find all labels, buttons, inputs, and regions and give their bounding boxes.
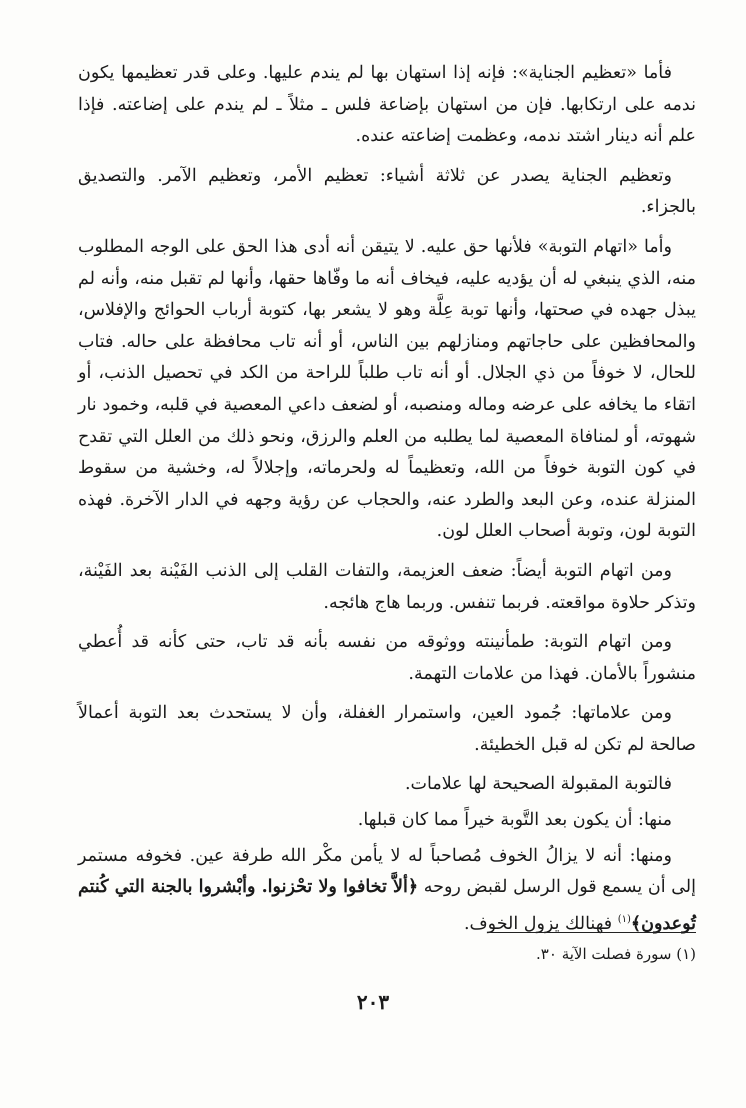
paragraph-weak-resolve: ومن اتهام التوبة أيضاً: ضعف العزيمة، والتفات القلب إلى الذنب الفَيْنة بعد الفَيْنة، وتذكر حلاوة مواقعته. فربما تنفس. وربما هاج هائجه. — [78, 560, 696, 613]
paragraph-first-sign: منها: أن يكون بعد التَّوبة خيراً مما كان قبلها. — [357, 810, 672, 831]
paragraph-accepted-repentance: فالتوبة المقبولة الصحيحة لها علامات. — [404, 774, 672, 795]
fear-text-after: فهنالك يزول الخوف. — [463, 913, 618, 934]
paragraph-suspecting-repentance: وأما «اتهام التوبة» فلأنها حق عليه. لا يتيقن أنه أدى هذا الحق على الوجه المطلوب منه، الذي ينبغي له أن يؤديه عليه، فيخاف أنه ما وفّاها حقها، وأنها لم تقبل منه، وأنه لم يبذل جهده في صحتها، وأنها توبة عِلَّة وهو لا يشعر بها، كتوبة أرباب الحوائج والإفلاس، والمحافظين على حاجاتهم ومنازلهم بين الناس، أو أنه تاب محافظة على حاله. فتاب للحال، لا خوفاً من ذي الجلال. أو أنه تاب طلباً للراحة من الكد في تحصيل الذنب، أو اتقاء ما يخافه على عرضه وماله ومنصبه، أو لضعف داعي المعصية في قلبه، وخمود نار شهوته، أو لمنافاة المعصية لما يطلبه من العلم والرزق، ونحو ذلك من العلل التي تقدح في كون التوبة خوفاً من الله، وتعظيماً له ولحرماته، وإجلالاً له، وخشية من سقوط المنزلة عنده، وعن البعد والطرد عنه، والحجاب عن رؤية وجهه في الدار الآخرة. فهذه التوبة لون، وتوبة أصحاب العلل لون. — [78, 236, 696, 542]
body-text — [78, 58, 696, 948]
footnote: (١) سورة فصلت الآية ٣٠. — [536, 945, 696, 963]
footnote-marker[interactable]: (١) — [617, 913, 631, 925]
paragraph-three-things: وتعظيم الجناية يصدر عن ثلاثة أشياء: تعظيم الأمر، وتعظيم الآمر. والتصديق بالجزاء. — [78, 165, 696, 218]
quran-verse: ﴿ألاَّ تخافوا ولا تحْزنوا. وأبْشروا بالجنة التي كُنتم تُوعدون﴾ — [78, 877, 696, 934]
page-number: ٢٠٣ — [356, 990, 390, 1014]
fear-text-before: ومنها: أنه لا يزالُ الخوف مُصاحباً له لا يأمن مكْر الله طرفة عين. فخوفه مستمر إلى أن يسمع قول الرسل لقبض روحه — [78, 845, 696, 898]
footnote-divider — [488, 932, 696, 933]
paragraph-fear-continues — [78, 841, 696, 941]
paragraph-false-security: ومن اتهام التوبة: طمأنينته ووثوقه من نفسه بأنه قد تاب، حتى كأنه قد أُعطي منشوراً بالأمان. فهذا من علامات التهمة. — [78, 632, 696, 684]
paragraph-signs-of-suspicion: ومن علاماتها: جُمود العين، واستمرار الغفلة، وأن لا يستحدث بعد التوبة أعمالاً صالحة لم تكن له قبل الخطيئة. — [78, 703, 696, 755]
paragraph-crime-magnification: فأما «تعظيم الجناية»: فإنه إذا استهان بها لم يندم عليها. وعلى قدر تعظيمها يكون ندمه على ارتكابها. فإن من استهان بإضاعة فلس ـ مثلاً ـ لم يندم على إضاعته. فإذا علم أنه دينار اشتد ندمه، وعظمت إضاعته عنده. — [78, 63, 696, 147]
